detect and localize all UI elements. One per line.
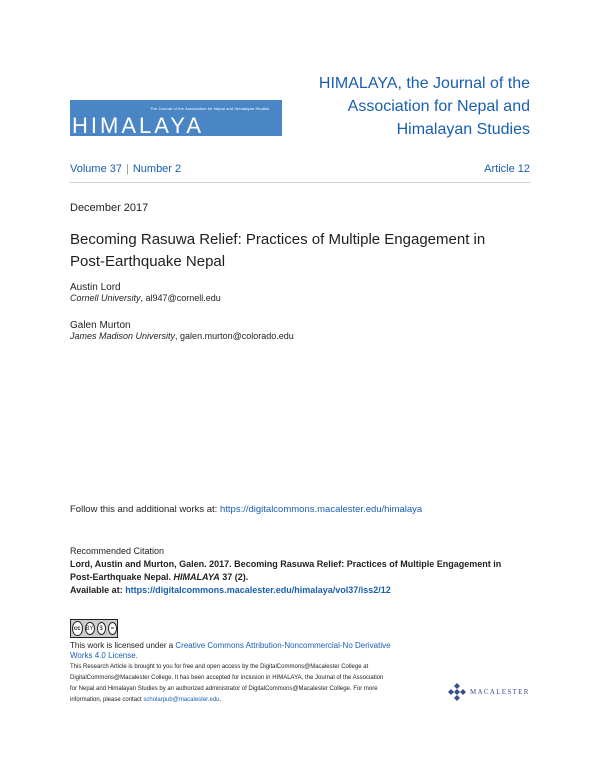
nd-icon: = — [108, 622, 117, 635]
citation-journal: HIMALAYA — [173, 572, 220, 582]
banner-title: HIMALAYA — [72, 113, 204, 136]
citation-link[interactable]: https://digitalcommons.macalester.edu/himalaya/vol37/iss2/12 — [125, 585, 391, 595]
citation-text: Post-Earthquake Nepal. — [70, 572, 174, 582]
available-label: Available at: — [70, 585, 126, 595]
note-text: information, please contact — [70, 697, 144, 703]
author-email: , al947@cornell.edu — [140, 293, 221, 303]
author-block — [70, 282, 221, 303]
recommended-citation — [70, 545, 530, 597]
author-institution: Cornell University — [70, 293, 141, 303]
note-line: for Nepal and Himalayan Studies by an authorized administrator of DigitalCommons@Macalester College. For more — [70, 686, 378, 692]
banner-subtitle: The Journal of the Association for Nepal and Himalayan Studies — [150, 106, 270, 111]
cc-icon: cc — [72, 621, 83, 636]
macalester-crest-icon — [448, 683, 466, 701]
journal-title-line: Association for Nepal and — [347, 98, 530, 115]
research-note — [70, 662, 450, 706]
license-link[interactable]: Creative Commons Attribution-Noncommercial-No Derivative — [175, 641, 391, 650]
volume-link[interactable]: Volume 37 — [70, 163, 122, 175]
author-email: , galen.murton@colorado.edu — [175, 331, 294, 341]
author-name: Galen Murton — [70, 320, 131, 331]
journal-title-line: HIMALAYA, the Journal of the — [318, 75, 530, 92]
number-link[interactable]: Number 2 — [132, 163, 182, 175]
nc-icon: $ — [97, 622, 106, 635]
divider — [70, 182, 530, 183]
citation-line — [70, 571, 530, 584]
author-institution: James Madison University — [70, 331, 176, 341]
note-line: This Research Article is brought to you for free and open access by the DigitalCommons@Macalester College at — [70, 664, 369, 670]
journal-title-line: Himalayan Studies — [396, 121, 530, 138]
citation-text: 37 (2). — [219, 572, 249, 582]
follow-line — [70, 504, 422, 515]
paper-title — [70, 229, 530, 273]
license-prefix: This work is licensed under a — [70, 641, 176, 650]
author-affiliation — [70, 331, 294, 341]
follow-text: Follow this and additional works at: — [70, 504, 220, 515]
citation-heading: Recommended Citation — [70, 546, 165, 556]
author-block — [70, 320, 294, 341]
license-text — [70, 641, 450, 661]
contact-email-link[interactable]: scholarpub@macalester.edu — [143, 697, 220, 703]
license-link-cont[interactable]: Works 4.0 License. — [70, 651, 138, 660]
issue-line — [70, 163, 530, 175]
citation-line: Lord, Austin and Murton, Galen. 2017. Becoming Rasuwa Relief: Practices of Multiple Engagement in — [70, 559, 502, 569]
paper-title-line: Post-Earthquake Nepal — [70, 253, 226, 270]
note-line — [70, 695, 450, 706]
citation-available — [70, 584, 530, 597]
journal-title-link[interactable] — [270, 72, 530, 141]
article-number[interactable]: Article 12 — [484, 163, 530, 175]
paper-title-line: Becoming Rasuwa Relief: Practices of Multiple Engagement in — [70, 231, 486, 248]
note-line: DigitalCommons@Macalester College. It has been accepted for inclusion in HIMALAYA, the Journal of the Association — [70, 675, 384, 681]
by-icon: BY — [85, 622, 95, 635]
creative-commons-badge[interactable] — [70, 619, 118, 638]
macalester-logo — [448, 683, 530, 701]
follow-link[interactable]: https://digitalcommons.macalester.edu/himalaya — [219, 504, 423, 515]
separator: | — [125, 163, 129, 175]
note-end: . — [219, 697, 222, 703]
himalaya-banner-logo — [70, 100, 282, 136]
author-name: Austin Lord — [70, 282, 121, 293]
macalester-wordmark: MACALESTER — [470, 688, 530, 696]
author-affiliation — [70, 293, 221, 303]
publication-date: December 2017 — [70, 202, 149, 214]
